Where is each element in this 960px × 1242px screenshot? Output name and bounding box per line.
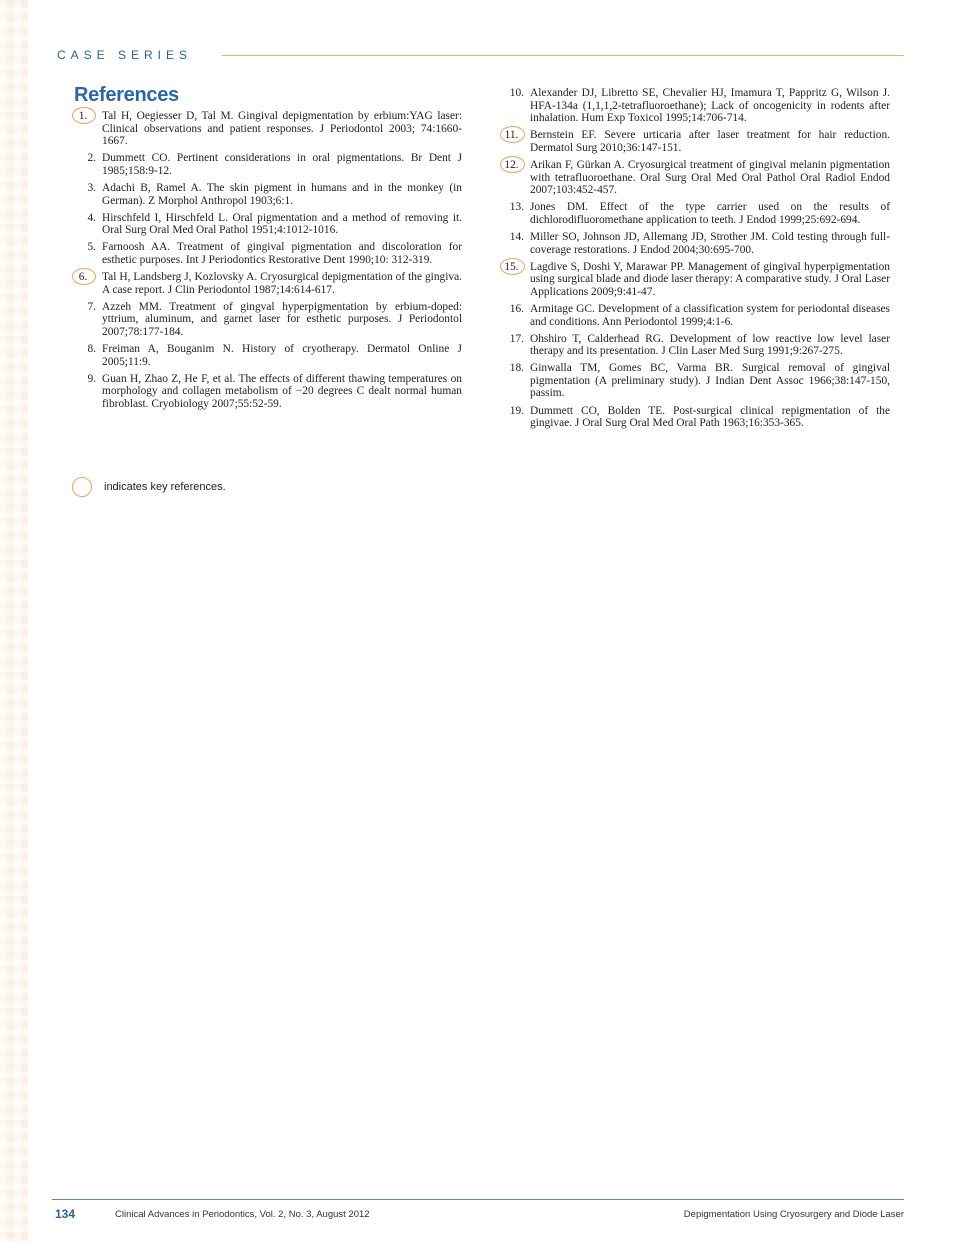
- reference-number: 3.: [87, 181, 96, 194]
- reference-item: [72, 152, 462, 177]
- reference-number: 4.: [87, 211, 96, 224]
- reference-text: Azzeh MM. Treatment of gingval hyperpigmentation by erbium-doped: yttrium, aluminum, and garnet laser for esthetic purposes. J Periodontol 2007;78:177-184.: [102, 300, 462, 338]
- reference-item: [500, 87, 890, 125]
- reference-text: Lagdive S, Doshi Y, Marawar PP. Management of gingival hyperpigmentation using surgical blade and diode laser therapy: A comparative study. J Oral Laser Applications 2009;9:41-47.: [530, 260, 890, 298]
- running-title: Depigmentation Using Cryosurgery and Diode Laser: [683, 1209, 904, 1220]
- reference-item: [72, 271, 462, 296]
- journal-citation: Clinical Advances in Periodontics, Vol. 2, No. 3, August 2012: [115, 1209, 370, 1220]
- reference-number: 17.: [509, 332, 524, 345]
- reference-item: [500, 303, 890, 328]
- page-number: 134: [55, 1207, 76, 1221]
- reference-text: Freiman A, Bouganim N. History of cryotherapy. Dermatol Online J 2005;11:9.: [102, 343, 462, 368]
- reference-text: Bernstein EF. Severe urticaria after laser treatment for hair reduction. Dermatol Surg 2010;36:147-151.: [530, 129, 890, 154]
- reference-item: [72, 301, 462, 339]
- decorative-side-strip: [0, 0, 28, 1242]
- reference-item: [500, 159, 890, 197]
- reference-number: 10.: [509, 87, 524, 99]
- reference-item: [500, 333, 890, 358]
- bottom-rule: [52, 1199, 904, 1200]
- reference-item: [72, 373, 462, 411]
- reference-item: [500, 201, 890, 226]
- reference-item: [72, 182, 462, 207]
- references-right-column: [500, 87, 890, 434]
- reference-number: 13.: [509, 201, 524, 214]
- reference-number: 16.: [509, 302, 524, 315]
- reference-text: Ohshiro T, Calderhead RG. Development of low reactive low level laser therapy and its presentation. J Clin Laser Med Surg 1991;9:267-275.: [530, 332, 890, 358]
- reference-item: [500, 129, 890, 154]
- reference-text: Farnoosh AA. Treatment of gingival pigmentation and discoloration for esthetic purposes. Int J Periodontics Restorative Dent 1990;10: 312-319.: [102, 241, 462, 266]
- reference-item: [500, 231, 890, 256]
- reference-text: Miller SO, Johnson JD, Allemang JD, Strother JM. Cold testing through full-coverage restorations. J Endod 2004;30:695-700.: [530, 230, 890, 256]
- reference-text: Tal H, Landsberg J, Kozlovsky A. Cryosurgical depigmentation of the gingiva. A case report. J Clin Periodontol 1987;14:614-617.: [102, 271, 462, 296]
- section-label: CASE SERIES: [57, 48, 193, 62]
- reference-text: Hirschfeld I, Hirschfeld L. Oral pigmentation and a method of removing it. Oral Surg Oral Med Oral Pathol 1951;4:1012-1016.: [102, 211, 462, 237]
- reference-number: 19.: [509, 404, 524, 417]
- key-circle-icon: [72, 477, 92, 497]
- reference-item: [72, 241, 462, 266]
- reference-text: Ginwalla TM, Gomes BC, Varma BR. Surgical removal of gingival pigmentation (A preliminary study). J Indian Dent Assoc 1966;38:147-150, passim.: [530, 362, 890, 400]
- reference-text: Adachi B, Ramel A. The skin pigment in humans and in the monkey (in German). Z Morphol Anthropol 1903;6:1.: [102, 181, 462, 207]
- references-left-column: [72, 110, 462, 415]
- reference-item: [500, 261, 890, 299]
- reference-number: 14.: [509, 230, 524, 243]
- reference-text: Arikan F, Gürkan A. Cryosurgical treatment of gingival melanin pigmentation with tetrafluoroethane. Oral Surg Oral Med Oral Pathol Oral Radiol Endod 2007;103:452-457.: [530, 158, 890, 197]
- reference-text: Jones DM. Effect of the type carrier used on the results of dichlorodifluoromethane application to teeth. J Endod 1999;25:692-694.: [530, 201, 890, 226]
- reference-number: 7.: [87, 300, 96, 313]
- reference-text: Tal H, Oegiesser D, Tal M. Gingival depigmentation by erbium:YAG laser: Clinical observations and patient responses. J Periodontol 2003; 74:1660-1667.: [102, 110, 462, 148]
- reference-number: 8.: [87, 343, 96, 355]
- reference-number: 2.: [87, 152, 96, 165]
- reference-item: [72, 212, 462, 237]
- top-rule: [222, 55, 904, 56]
- reference-text: Armitage GC. Development of a classification system for periodontal diseases and conditions. Ann Periodontol 1999;4:1-6.: [530, 302, 890, 328]
- reference-item: [72, 110, 462, 148]
- key-reference-number: 12.: [500, 156, 525, 173]
- key-reference-number: 11.: [500, 126, 525, 143]
- references-heading: References: [74, 84, 179, 106]
- reference-item: [500, 405, 890, 430]
- reference-number: 18.: [509, 362, 524, 375]
- reference-item: [72, 343, 462, 368]
- reference-text: Dummett CO. Pertinent considerations in oral pigmentations. Br Dent J 1985;158:9-12.: [102, 152, 462, 177]
- reference-text: Guan H, Zhao Z, He F, et al. The effects of different thawing temperatures on morphology and collagen metabolism of −20 degrees C dealt normal human fibroblast. Cryobiology 2007;55:52-59.: [102, 372, 462, 410]
- reference-number: 9.: [87, 372, 96, 385]
- reference-item: [500, 362, 890, 400]
- reference-text: Dummett CO, Bolden TE. Post-surgical clinical repigmentation of the gingivae. J Oral Surg Oral Med Oral Path 1963;16:353-365.: [530, 404, 890, 430]
- key-reference-number: 15.: [500, 258, 525, 275]
- key-reference-number: 6.: [72, 268, 96, 285]
- reference-text: Alexander DJ, Libretto SE, Chevalier HJ, Imamura T, Pappritz G, Wilson J. HFA-134a (1,1,1,2-tetrafluoroethane); Lack of oncogenicity in rodents after inhalation. Hum Exp Toxicol 1995;14:706-714.: [530, 87, 890, 125]
- reference-number: 5.: [87, 241, 96, 254]
- legend-text: indicates key references.: [104, 481, 226, 493]
- key-reference-number: 1.: [72, 107, 96, 124]
